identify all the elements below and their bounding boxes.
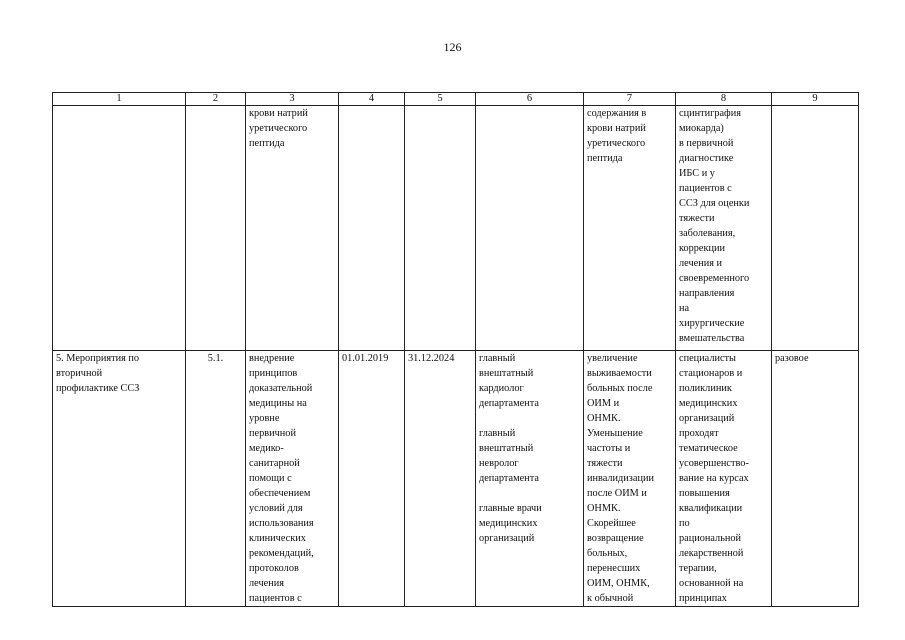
cell-number: [186, 106, 246, 351]
column-header-1: 1: [53, 93, 186, 106]
cell-frequency: разовое: [772, 351, 859, 607]
cell-end-date: [405, 106, 476, 351]
column-header-6: 6: [476, 93, 584, 106]
cell-event: [53, 106, 186, 351]
cell-result: увеличение выживаемости больных после ОИМ и ОНМК. Уменьшение частоты и тяжести инвалидизации после ОИМ и ОНМК. Скорейшее возвращение больных, перенесших ОИМ, ОНМК, к обычной: [584, 351, 676, 607]
cell-result: содержания в крови натрий уретического пептида: [584, 106, 676, 351]
table-row: [53, 351, 859, 607]
column-header-5: 5: [405, 93, 476, 106]
cell-description: внедрение принципов доказательной медицины на уровне первичной медико- санитарной помощи с обеспечением условий для использования клинических рекомендаций, протоколов лечения пациентов с: [246, 351, 339, 607]
page-number: 126: [443, 40, 462, 54]
column-header-9: 9: [772, 93, 859, 106]
cell-indicator: специалисты стационаров и поликлиник медицинских организаций проходят тематическое усовершенство- вание на курсах повышения квалификации по рациональной лекарственной терапии, основанной на принципах: [676, 351, 772, 607]
cell-frequency: [772, 106, 859, 351]
cell-indicator: сцинтиграфия миокарда) в первичной диагностике ИБС и у пациентов с ССЗ для оценки тяжести заболевания, коррекции лечения и своевременного направления на хирургические вмешательства: [676, 106, 772, 351]
column-header-3: 3: [246, 93, 339, 106]
cell-description: крови натрий уретического пептида: [246, 106, 339, 351]
cell-number: 5.1.: [186, 351, 246, 607]
column-header-4: 4: [339, 93, 405, 106]
cell-start-date: [339, 106, 405, 351]
cell-responsible: главный внештатный кардиолог департамента главный внештатный невролог департамента главные врачи медицинских организаций: [476, 351, 584, 607]
table-row: [53, 106, 859, 351]
cell-start-date: 01.01.2019: [339, 351, 405, 607]
column-header-2: 2: [186, 93, 246, 106]
header-row: [53, 93, 859, 106]
cell-event: 5. Мероприятия по вторичной профилактике ССЗ: [53, 351, 186, 607]
cell-responsible: [476, 106, 584, 351]
column-header-7: 7: [584, 93, 676, 106]
cell-end-date: 31.12.2024: [405, 351, 476, 607]
measures-table: [52, 92, 859, 607]
column-header-8: 8: [676, 93, 772, 106]
